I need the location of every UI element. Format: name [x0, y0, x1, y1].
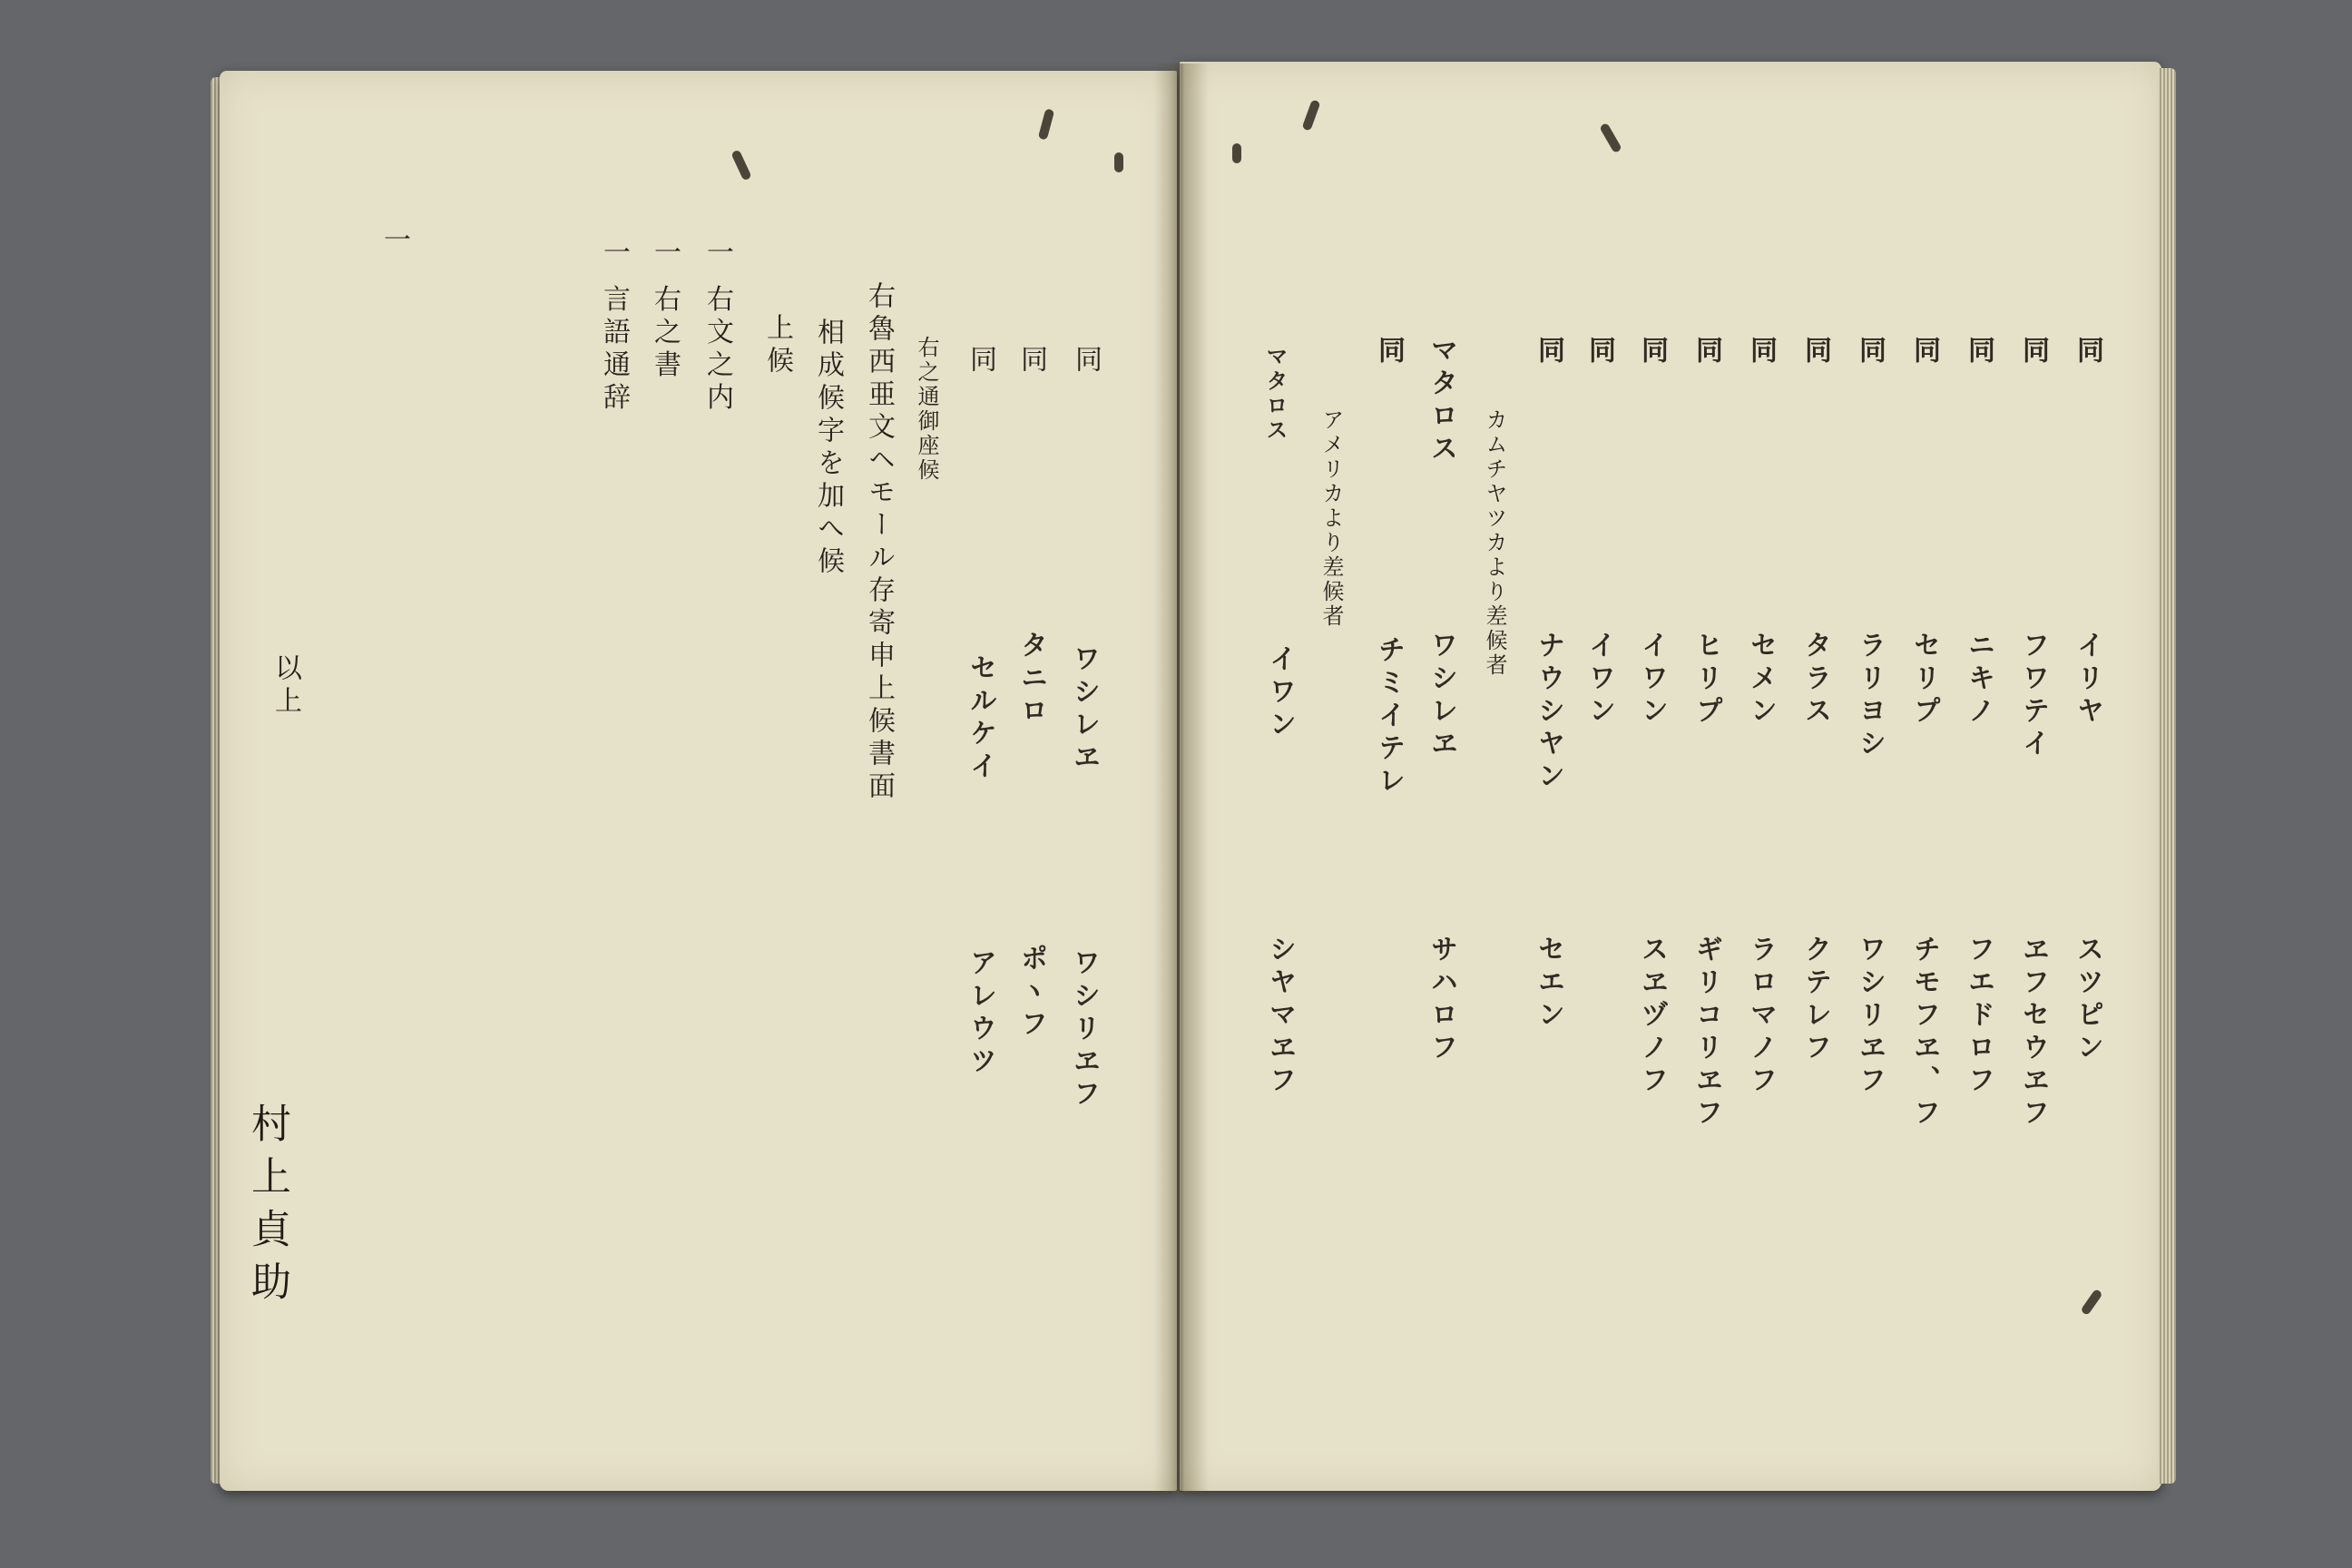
left-col-12: 相成候字を加へ候 [812, 318, 844, 579]
left-col-8: ワシリヱフ [1068, 948, 1100, 1112]
right-col-11-top: 同 [1533, 336, 1564, 368]
right-col-10-mid: イワン [1583, 631, 1615, 729]
right-col-4-top: 同 [1908, 336, 1940, 368]
right-col-9-mid: イワン [1636, 631, 1668, 729]
right-col-4-mid: セリプ [1908, 631, 1940, 729]
signature: 村上貞助 [244, 1102, 290, 1313]
right-col-10-top: 同 [1583, 336, 1615, 368]
left-col-15: 一 右之書 [649, 238, 681, 383]
right-col-9-top: 同 [1636, 336, 1668, 368]
left-col-11: 右魯西亜文ヘモール存寄申上候書面 [863, 281, 895, 804]
left-col-10: アレウツ [965, 948, 996, 1079]
left-col-6: タニロ [1015, 631, 1047, 729]
left-col-5: ワシレヱ [1068, 644, 1100, 775]
right-col-9-low: スヱヅノフ [1636, 935, 1668, 1098]
left-col-7: セルケイ [965, 653, 996, 784]
right-col-8-mid: ヒリプ [1690, 631, 1722, 729]
right-col-6-top: 同 [1799, 336, 1831, 368]
left-col-18: 以上 [270, 653, 301, 719]
right-col-13-mid: ワシレヱ [1426, 631, 1457, 761]
binding-thread-mark [1114, 152, 1123, 172]
left-col-16: 一 言語通辞 [598, 238, 630, 416]
right-col-7-mid: セメン [1745, 631, 1777, 729]
right-page [1180, 62, 2161, 1491]
right-col-3-low: フエドロフ [1963, 935, 1994, 1098]
left-col-17: 一 [378, 225, 410, 258]
left-col-9: ポヽフ [1015, 944, 1047, 1042]
right-col-6-low: クテレフ [1799, 935, 1831, 1065]
right-col-1-low: スツピン [2072, 935, 2103, 1065]
right-col-12-heading: カムチヤツカより差候者 [1482, 408, 1507, 678]
left-col-2: 同 [1015, 345, 1047, 377]
right-col-8-low: ギリコリヱフ [1690, 935, 1722, 1131]
left-col-14: 一 右文之内 [701, 238, 733, 416]
right-col-5-top: 同 [1854, 336, 1886, 368]
right-col-11-mid: ナウシヤン [1533, 631, 1564, 794]
right-col-1-top: 同 [2072, 336, 2103, 368]
right-col-2-mid: フワテイ [2017, 631, 2049, 761]
right-col-14-top: 同 [1373, 336, 1405, 368]
right-col-16-low: シヤマヱフ [1264, 935, 1296, 1098]
right-col-3-top: 同 [1963, 336, 1994, 368]
left-col-4: 右之通御座候 [914, 336, 939, 483]
right-col-13-top: マタロス [1426, 336, 1457, 466]
right-col-7-top: 同 [1745, 336, 1777, 368]
right-col-1-mid: イリヤ [2072, 631, 2103, 729]
left-col-1: 同 [1070, 345, 1102, 377]
left-col-13: 上候 [761, 313, 793, 378]
left-col-3: 同 [965, 345, 996, 377]
right-col-13-low: サハロフ [1426, 935, 1457, 1065]
right-col-16-mid: イワン [1264, 644, 1296, 742]
right-col-2-top: 同 [2017, 336, 2049, 368]
right-col-3-mid: ニキノ [1963, 631, 1994, 729]
right-page-stack-edge [2158, 68, 2176, 1484]
right-col-4-low: チモフヱ、フ [1908, 935, 1940, 1131]
right-col-5-low: ワシリヱフ [1854, 935, 1886, 1098]
right-col-2-low: ヱフセウヱフ [2017, 935, 2049, 1131]
binding-thread-mark [1232, 143, 1241, 163]
right-col-16-top: マタロス [1262, 345, 1288, 443]
right-col-11-low: セエン [1533, 935, 1564, 1033]
right-col-5-mid: ラリヨシ [1854, 631, 1886, 761]
right-col-14-mid: チミイテレ [1373, 635, 1405, 799]
right-col-8-top: 同 [1690, 336, 1722, 368]
right-col-15-heading: アメリカより差候者 [1318, 408, 1344, 629]
right-col-7-low: ラロマノフ [1745, 935, 1777, 1098]
book-gutter [1154, 64, 1209, 1493]
right-col-6-mid: タラス [1799, 631, 1831, 729]
